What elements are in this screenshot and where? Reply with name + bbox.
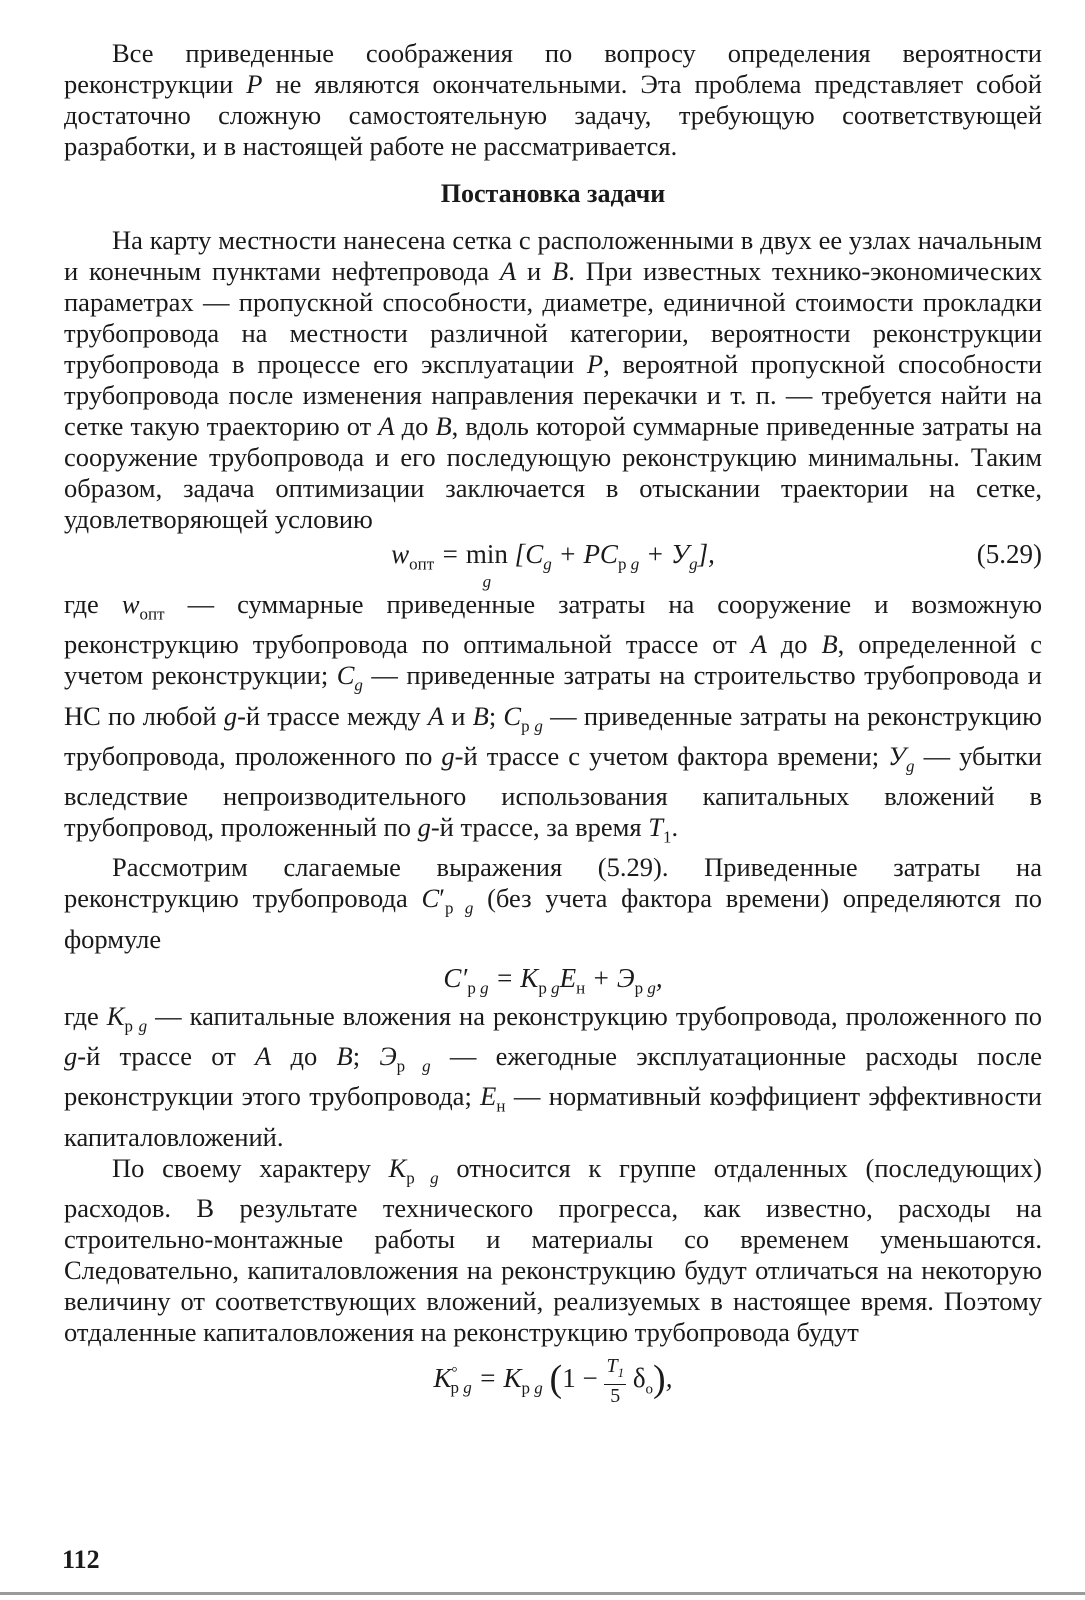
- paragraph-3: [64, 589, 1042, 852]
- page-content: [64, 38, 1042, 1416]
- formula-reconstruction-cost: [64, 959, 1042, 1001]
- paragraph-5: [64, 1001, 1042, 1153]
- formula-remote-investment: [64, 1354, 1042, 1416]
- formula-reconstruction-cost-body: $C'_{р g} = K_{р g}E_н + Э_{р g}$,: [443, 962, 663, 998]
- section-heading: Постановка задачи: [440, 179, 666, 208]
- page-bottom-edge: [0, 1592, 1085, 1595]
- paragraph-2-text: На карту местности нанесена сетка с расположенными в двух ее узлах начальным и конечным пунктами нефтепровода A и B. При известных технико-экономических параметрах — пропускной способности, диаметре, единичной стоимости прокладки трубопровода на местности различной категории, вероятности реконструкции трубопровода в процессе его эксплуатации P, вероятной пропускной способности трубопровода после изменения направления перекачки и т. п. — требуется найти на сетке такую траекторию от A до B, вдоль которой суммарные приведенные затраты на сооружение трубопровода и его последующую реконструкцию минимальны. Таким образом, задача оптимизации заключается в отыскании траектории на сетке, удовлетворяющей условию: [64, 225, 1043, 534]
- paragraph-4: [64, 852, 1042, 954]
- formula-5-29: [64, 535, 1042, 589]
- paragraph-3-text: где $w_{опт}$ — суммарные приведенные затраты на сооружение и возможную реконструкцию трубопровода по оптимальной трассе от A до B, определенной с учетом реконструкции; $C_g$ — приведенные затраты на строительство трубопровода и НС по любой g-й трассе между A и B; $C_{р g}$ — приведенные затраты на реконструкцию трубопровода, проложенного по g-й трассе с учетом фактора времени; $У_g$ — убытки вследствие непроизводительного использования капитальных вложений в трубопровод, проложенный по g-й трассе, за время $T_1$.: [64, 589, 1042, 847]
- equation-number: (5.29): [976, 539, 1042, 569]
- paragraph-1: [64, 38, 1042, 162]
- paragraph-4-text: Рассмотрим слагаемые выражения (5.29). Приведенные затраты на реконструкцию трубопровода $C'_{р g}$ (без учета фактора времени) определяются по формуле: [64, 852, 1043, 954]
- paragraph-2: [64, 225, 1042, 535]
- page-number: 112: [62, 1545, 100, 1574]
- formula-remote-investment-body: $K^\circ_{р g} = K_{р g}$ (1 − $\frac{T_1}{5}$ $\delta_о$),: [433, 1354, 673, 1407]
- formula-5-29-body: $w_{опт} = \min$ g $[C_g + PC_{р g} + У_g]$,: [391, 539, 715, 591]
- paragraph-6: [64, 1153, 1042, 1348]
- paragraph-6-text: По своему характеру $K_{р g}$ относится к группе отдаленных (последующих) расходов. В результате технического прогресса, как известно, расходы на строительно-монтажные работы и материалы со временем уменьшаются. Следовательно, капиталовложения на реконструкцию будут отличаться на некоторую величину от соответствующих вложений, реализуемых в настоящее время. Поэтому отдаленные капиталовложения на реконструкцию трубопровода будут: [64, 1152, 1043, 1347]
- paragraph-1-text: Все приведенные соображения по вопросу определения вероятности реконструкции P не являются окончательными. Эта проблема представляет собой достаточно сложную самостоятельную задачу, требующую соответствующей разработки, и в настоящей работе не рассматривается.: [64, 38, 1042, 161]
- paragraph-5-text: где $K_{р g}$ — капитальные вложения на реконструкцию трубопровода, проложенного по g-й трассе от A до B; $Э_{р g}$ — ежегодные эксплуатационные расходы после реконструкции этого трубопровода; $E_н$ — нормативный коэффициент эффективности капиталовложений.: [64, 1000, 1042, 1152]
